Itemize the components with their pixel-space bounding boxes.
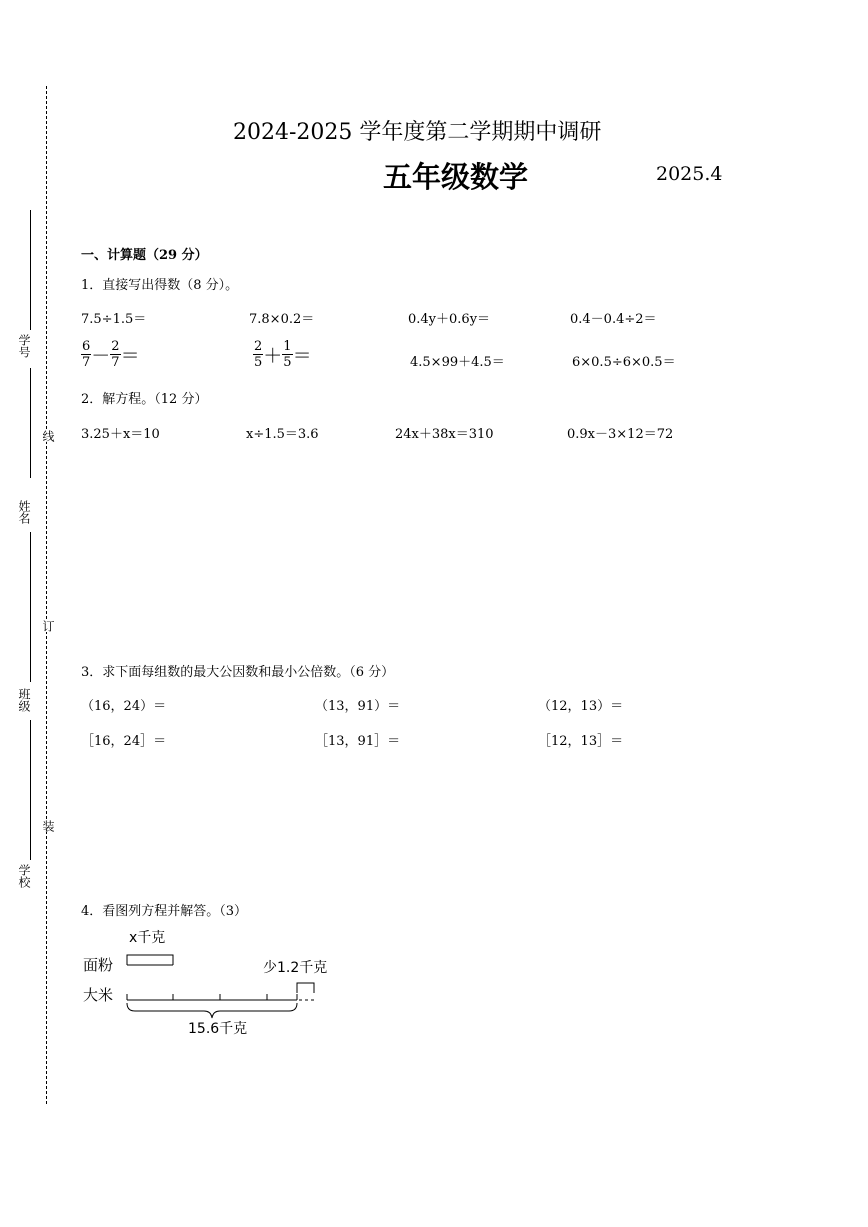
fraction: $\frac{2}{7}$ [111, 339, 120, 370]
exam-date: 2025.4 [656, 163, 723, 185]
fraction: $\frac{1}{5}$ [283, 339, 292, 370]
q4-title: 4．看图列方程并解答。（3） [81, 904, 248, 919]
q1-item-8: 6×0.5÷6×0.5＝ [572, 355, 676, 370]
row-label-flour: 面粉 [83, 956, 114, 974]
less-brace [297, 983, 314, 993]
q1-item-2: 7.8×0.2＝ [249, 312, 315, 327]
q3-title: 3．求下面每组数的最大公因数和最小公倍数。（6 分） [81, 665, 395, 680]
q2-item-1: 3.25＋x＝10 [81, 427, 160, 442]
q2-item-2: x÷1.5＝3.6 [246, 427, 319, 442]
total-label: 15.6千克 [188, 1021, 248, 1037]
unit-label: x千克 [129, 930, 166, 946]
fraction: $\frac{6}{7}$ [82, 339, 91, 370]
unit-brace [127, 955, 173, 965]
binding-mark-ding: 订 [41, 620, 55, 632]
exam-title: 2024-2025 学年度第二学期期中调研 [233, 120, 602, 145]
q2-title: 2．解方程。（12 分） [81, 392, 208, 407]
field-underline-xuehao-bottom [30, 368, 31, 478]
binding-mark-xian: 线 [41, 430, 55, 442]
q1-item-4: 0.4－0.4÷2＝ [570, 312, 657, 327]
q3-lcm-3: ［12，13］＝ [538, 734, 624, 749]
field-label-xuehao: 学号 [17, 334, 31, 358]
q3-lcm-1: ［16，24］＝ [81, 734, 167, 749]
field-label-xuexiao: 学校 [17, 864, 31, 888]
binding-dashed-line [46, 86, 47, 1104]
q1-fraction-item-2: $\frac{2}{5}$ ＋ $\frac{1}{5}$ ＝ [254, 339, 312, 370]
q1-item-1: 7.5÷1.5＝ [81, 312, 147, 327]
field-underline-xuehao-top [30, 210, 31, 330]
q3-gcd-3: （12，13）＝ [538, 699, 624, 714]
field-underline-xingming [30, 532, 31, 682]
q1-title: 1．直接写出得数（8 分）。 [81, 278, 239, 293]
q1-fraction-item-1: $\frac{6}{7}$ － $\frac{2}{7}$ ＝ [82, 339, 140, 370]
q3-lcm-2: ［13，91］＝ [315, 734, 401, 749]
field-label-xingming: 姓名 [17, 500, 31, 524]
q1-item-7: 4.5×99＋4.5＝ [410, 355, 505, 370]
less-label: 少1.2千克 [263, 960, 328, 976]
exam-subject: 五年级数学 [383, 160, 529, 194]
total-brace [127, 1003, 297, 1018]
binding-mark-zhuang: 装 [41, 820, 55, 832]
line-segment-diagram [78, 925, 348, 1040]
q2-item-3: 24x＋38x＝310 [395, 427, 494, 442]
field-underline-banji [30, 720, 31, 860]
field-label-banji: 班级 [17, 688, 31, 712]
q3-gcd-1: （16，24）＝ [81, 699, 167, 714]
q3-gcd-2: （13，91）＝ [315, 699, 401, 714]
fraction: $\frac{2}{5}$ [254, 339, 263, 370]
row-label-rice: 大米 [83, 986, 114, 1004]
q2-item-4: 0.9x－3×12＝72 [567, 427, 674, 442]
section-heading: 一、计算题（29 分） [81, 248, 208, 263]
q1-item-3: 0.4y＋0.6y＝ [408, 312, 491, 327]
